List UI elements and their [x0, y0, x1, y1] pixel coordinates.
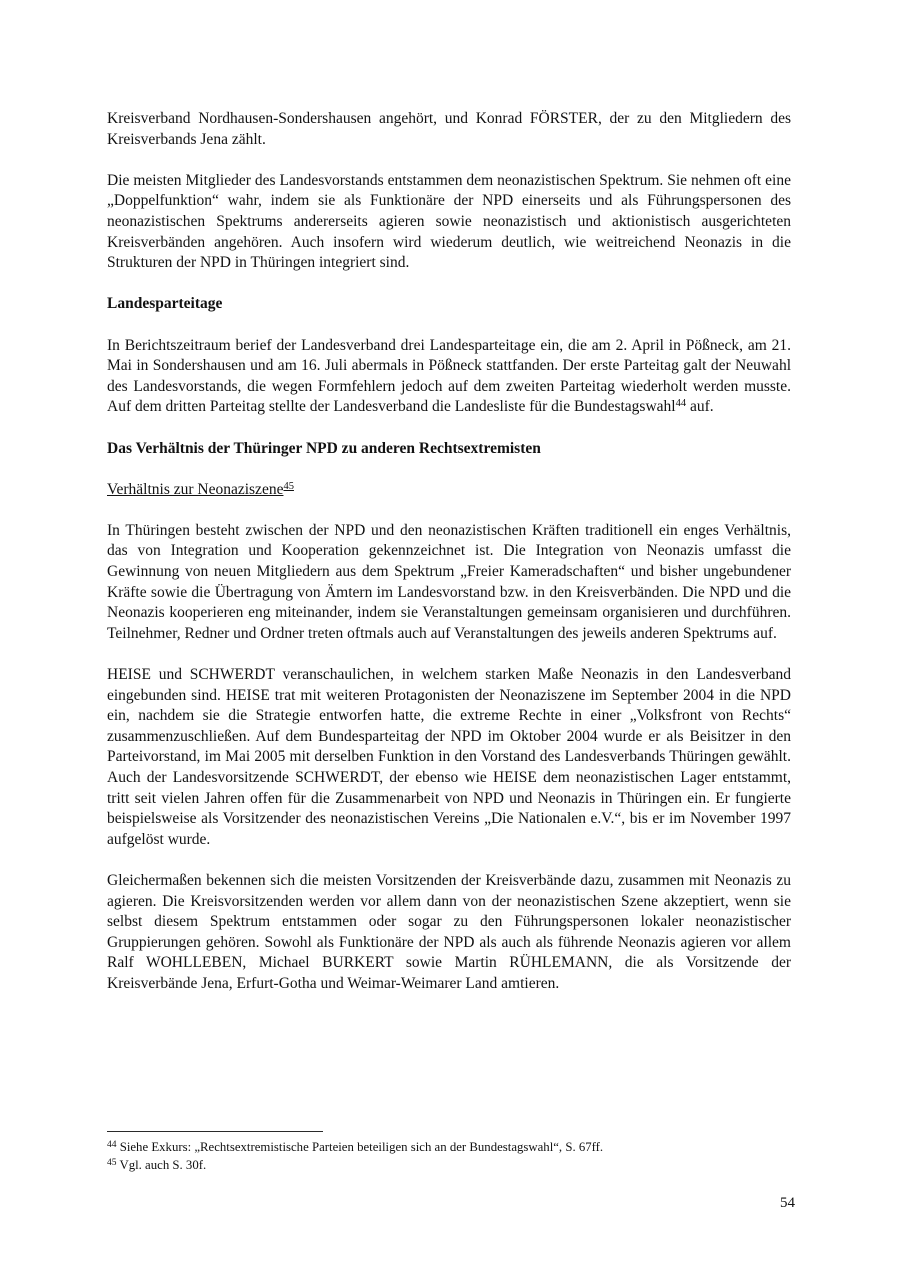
footnote-44-text: Siehe Exkurs: „Rechtsextremistische Parteien beteiligen sich an der Bundestagswahl“, S. 67ff. [116, 1140, 604, 1154]
paragraph-heise-schwerdt: HEISE und SCHWERDT veranschaulichen, in welchem starken Maße Neonazis in den Landesverband eingebunden sind. HEISE trat mit weiteren Protagonisten der Neonaziszene im September 2004 in die NPD ein, nachdem sie die Strategie entworfen hatte, die extreme Rechte in einer „Volksfront von Rechts“ zusammenzuschließen. Auf dem Bundesparteitag der NPD im Oktober 2004 wurde er als Beisitzer in den Parteivorstand, im Mai 2005 mit derselben Funktion in den Vorstand des Landesverbands Thüringen gewählt. Auch der Landesvorsitzende SCHWERDT, der ebenso wie HEISE dem neonazistischen Lager entstammt, tritt seit vielen Jahren offen für die Zusammenarbeit von NPD und Neonazis in Thüringen ein. Er fungierte beispielsweise als Vorsitzender des neonazistischen Vereins „Die Nationalen e.V.“, bis er im November 1997 aufgelöst wurde. [107, 666, 791, 848]
paragraph-text: auf. [686, 398, 714, 416]
text-column [107, 109, 791, 1015]
footnote-separator [107, 1131, 323, 1132]
paragraph-landesvorstand: Die meisten Mitglieder des Landesvorstands entstammen dem neonazistischen Spektrum. Sie nehmen oft eine „Doppelfunktion“ wahr, indem sie als Funktionäre der NPD einerseits und als Führungspersonen des neonazistischen Spektrums andererseits agieren sowie neonazistisch und aktionistisch ausgerichteten Kreisverbänden angehören. Auch insofern wird wiederum deutlich, wie weitreichend Neonazis in die Strukturen der NPD in Thüringen integriert sind. [107, 171, 791, 272]
footnote-45-marker: 45 [107, 1157, 117, 1168]
paragraph-integration: In Thüringen besteht zwischen der NPD und den neonazistischen Kräften traditionell ein enges Verhältnis, das von Integration und Kooperation gekennzeichnet ist. Die Integration von Neonazis umfasst die Gewinnung von neuen Mitgliedern aus dem Spektrum „Freier Kameradschaften“ und bisher ungebundener Kräfte sowie die Übertragung von Ämtern im Landesvorstand bzw. in den Kreisverbänden. Die NPD und die Neonazis kooperieren eng miteinander, indem sie Veranstaltungen gemeinsam organisieren und durchführen. Teilnehmer, Redner und Ordner treten oftmals auch auf Veranstaltungen des jeweils anderen Spektrums auf. [107, 521, 791, 642]
subheading-neonaziszene [107, 480, 791, 501]
paragraph-text: In Berichtszeitraum berief der Landesverband drei Landesparteitage ein, die am 2. April in Pößneck, am 21. Mai in Sondershausen und am 16. Juli abermals in Pößneck stattfanden. Der erste Parteitag galt der Neuwahl des Landesvorstands, die wegen Formfehlern jedoch auf dem zweiten Parteitag wiederholt werden musste. Auf dem dritten Parteitag stellte der Landesverband die Landesliste für die Bundestagswahl [107, 336, 791, 416]
page-number: 54 [780, 1195, 795, 1211]
footnote-45 [107, 1157, 791, 1175]
footnote-44-marker: 44 [107, 1140, 117, 1150]
paragraph-landesparteitage [107, 336, 791, 418]
footnote-44 [107, 1139, 791, 1157]
paragraph-kreisvorsitzende: Gleichermaßen bekennen sich die meisten Vorsitzenden der Kreisverbände dazu, zusammen mit Neonazis zu agieren. Die Kreisvorsitzenden werden vor allem dann von der neonazistischen Szene akzeptiert, wenn sie selbst diesem Spektrum entstammen oder sogar zu den Führungspersonen lokaler neonazistischer Gruppierungen gehören. Sowohl als Funktionäre der NPD als auch als führende Neonazis agieren vor allem Ralf WOHLLEBEN, Michael BURKERT sowie Martin RÜHLEMANN, die als Vorsitzende der Kreisverbände Jena, Erfurt-Gotha und Weimar-Weimarer Land amtieren. [107, 871, 791, 992]
footnote-ref-44: 44 [675, 398, 687, 410]
section-heading-landesparteitage: Landesparteitage [107, 295, 223, 313]
paragraph-kreisverband: Kreisverband Nordhausen-Sondershausen angehört, und Konrad FÖRSTER, der zu den Mitgliedern des Kreisverbands Jena zählt. [107, 110, 791, 148]
section-heading-verhaeltnis: Das Verhältnis der Thüringer NPD zu anderen Rechtsextremisten [107, 439, 541, 457]
subheading-text: Verhältnis zur Neonaziszene [107, 480, 284, 498]
footnotes-section [107, 1131, 791, 1174]
footnote-45-text: Vgl. auch S. 30f. [116, 1157, 207, 1172]
footnote-ref-45: 45 [283, 480, 294, 492]
